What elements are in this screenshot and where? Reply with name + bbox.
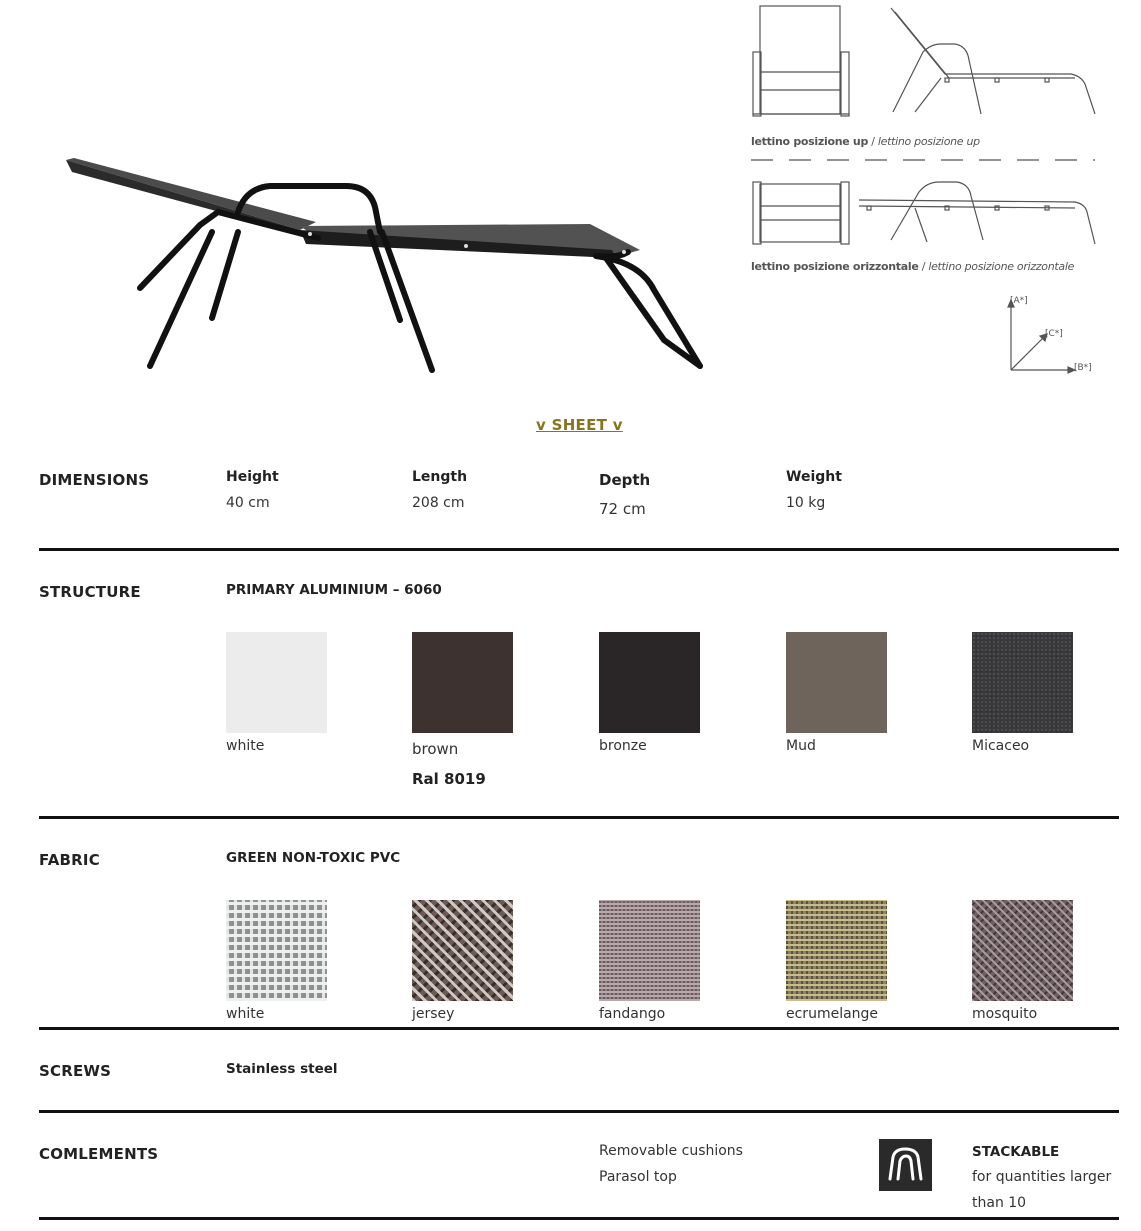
divider — [39, 816, 1119, 819]
stackable-title: STACKABLE — [972, 1144, 1060, 1160]
caption-up-italic: lettino posizione up — [877, 135, 980, 148]
swatch-micaceo[interactable] — [972, 632, 1073, 733]
screws-section — [39, 1057, 1119, 1115]
swatch-white[interactable] — [226, 632, 327, 733]
swatch-fabric-mosquito[interactable] — [972, 900, 1073, 1001]
screws-value: Stainless steel — [226, 1061, 338, 1077]
swatch-mud-label: Mud — [786, 738, 816, 754]
swatch-micaceo-label: Micaceo — [972, 738, 1030, 754]
swatch-brown-label: brown — [412, 740, 459, 758]
axis-b-label: [B*] — [1074, 363, 1092, 373]
structure-section — [39, 578, 1119, 820]
swatch-fabric-fandango[interactable] — [599, 900, 700, 1001]
depth-value: 72 cm — [599, 500, 646, 518]
depth-label: Depth — [599, 471, 651, 489]
swatch-white-label: white — [226, 738, 265, 754]
swatch-brown[interactable] — [412, 632, 513, 733]
divider — [39, 1217, 1119, 1220]
complements-section — [39, 1140, 1119, 1224]
swatch-fabric-mosquito-label: mosquito — [972, 1006, 1038, 1022]
divider — [39, 548, 1119, 551]
swatch-bronze-label: bronze — [599, 738, 647, 754]
fabric-title: FABRIC — [39, 851, 100, 869]
caption-up-sep: / — [868, 135, 878, 148]
swatch-fabric-jersey[interactable] — [412, 900, 513, 1001]
complement-cushions: Removable cushions — [599, 1143, 743, 1159]
svg-text:lettino posizione orizzontale — [751, 260, 1075, 273]
weight-label: Weight — [786, 469, 842, 485]
divider — [39, 1110, 1119, 1113]
weight-value: 10 kg — [786, 495, 826, 511]
technical-drawing — [745, 0, 1105, 390]
swatch-fabric-jersey-label: jersey — [412, 1006, 455, 1022]
length-value: 208 cm — [412, 495, 465, 511]
swatch-fabric-ecrumelange-label: ecrumelange — [786, 1006, 879, 1022]
swatch-mud[interactable] — [786, 632, 887, 733]
stackable-icon — [879, 1139, 932, 1191]
structure-material: PRIMARY ALUMINIUM – 6060 — [226, 582, 442, 598]
length-label: Length — [412, 469, 468, 485]
sheet-toggle-link[interactable]: v SHEET v — [536, 416, 623, 434]
complements-title: COMLEMENTS — [39, 1145, 159, 1163]
divider — [39, 1027, 1119, 1030]
swatch-fabric-white-label: white — [226, 1006, 265, 1022]
caption-flat-italic: lettino posizione orizzontale — [928, 260, 1075, 273]
swatch-fabric-white[interactable] — [226, 900, 327, 1001]
axis-c-label: [C*] — [1045, 329, 1063, 339]
height-value: 40 cm — [226, 495, 270, 511]
structure-title: STRUCTURE — [39, 583, 141, 601]
fabric-material: GREEN NON-TOXIC PVC — [226, 850, 401, 866]
fabric-section — [39, 846, 1119, 1032]
swatch-fabric-ecrumelange[interactable] — [786, 900, 887, 1001]
caption-flat-sep: / — [918, 260, 929, 273]
product-hero — [0, 0, 1141, 400]
screws-title: SCREWS — [39, 1062, 112, 1080]
stackable-note-2: than 10 — [972, 1195, 1027, 1211]
height-label: Height — [226, 469, 279, 485]
sunbed-photo — [0, 0, 720, 400]
stackable-note-1: for quantities larger — [972, 1169, 1112, 1185]
swatch-fabric-fandango-label: fandango — [599, 1006, 666, 1022]
dimensions-title: DIMENSIONS — [39, 471, 150, 489]
dimensions-section — [39, 466, 1119, 552]
complement-parasol: Parasol top — [599, 1169, 677, 1185]
caption-up-bold: lettino posizione up — [751, 135, 869, 148]
axis-a-label: [A*] — [1010, 296, 1028, 306]
svg-text:lettino posizione up / lettino — [751, 135, 980, 148]
swatch-brown-ral: Ral 8019 — [412, 770, 486, 788]
swatch-bronze[interactable] — [599, 632, 700, 733]
caption-flat-bold: lettino posizione orizzontale — [751, 260, 919, 273]
